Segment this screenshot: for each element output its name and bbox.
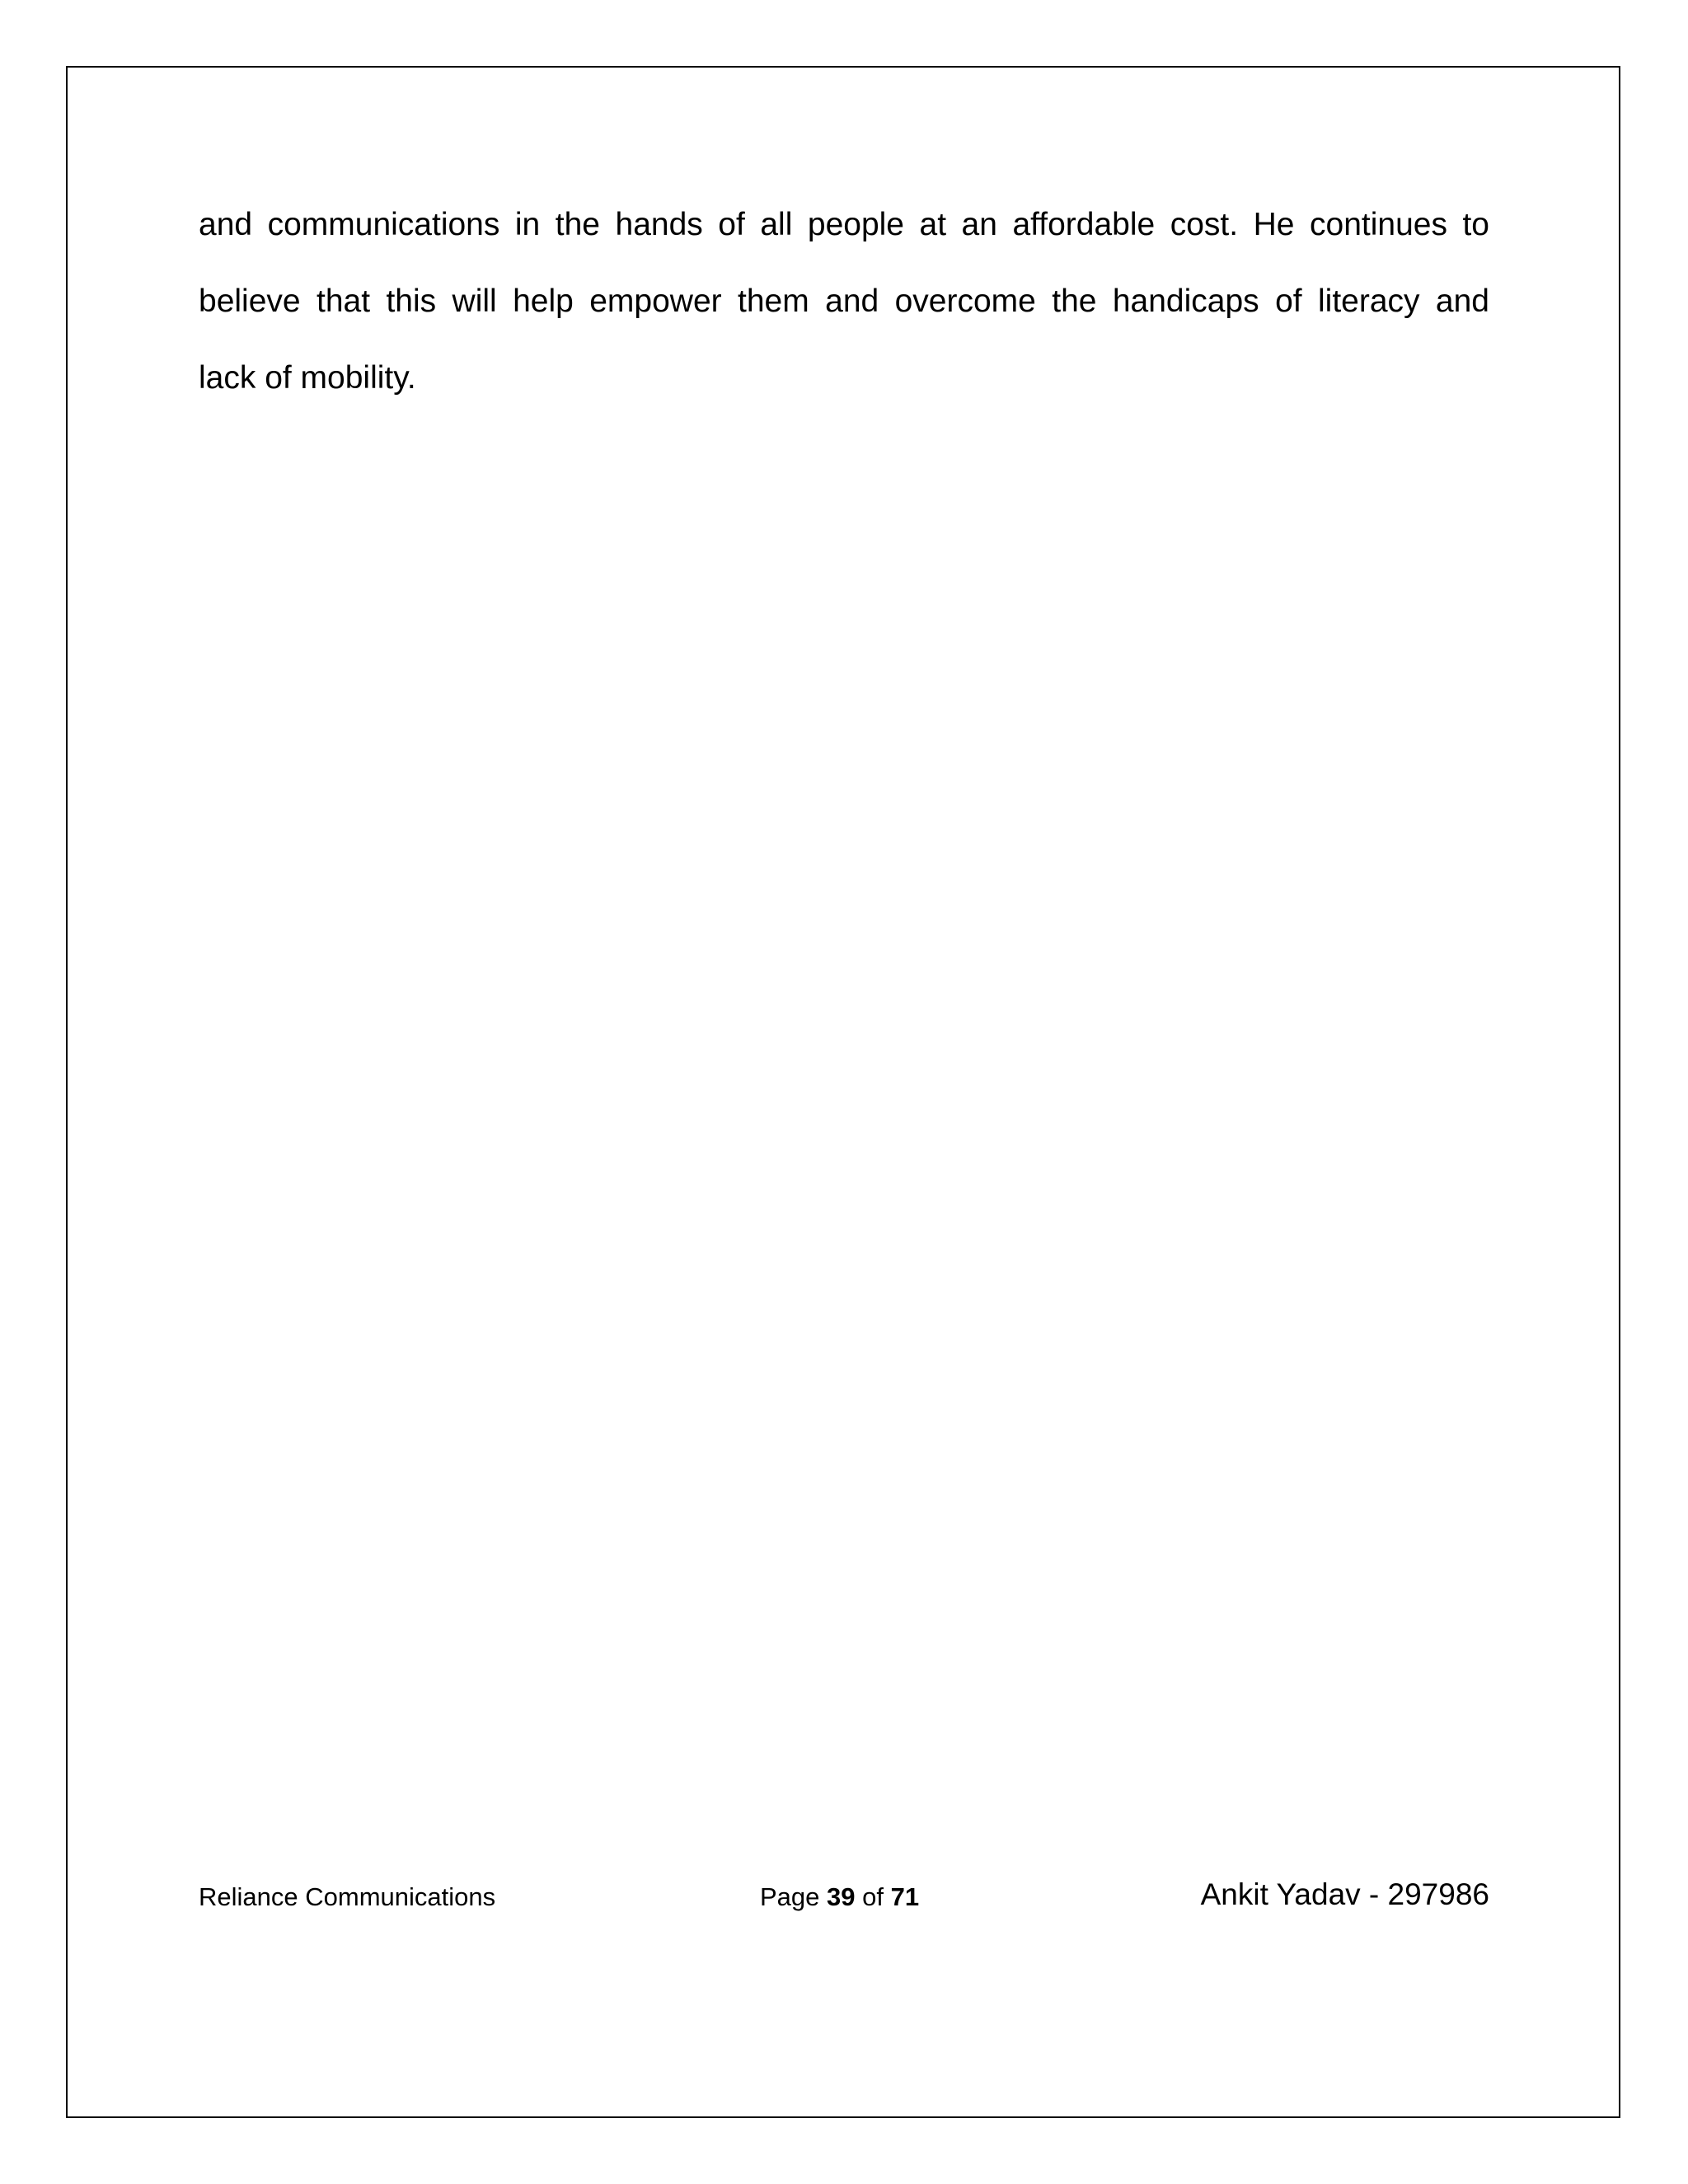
page-footer <box>199 1877 1489 1919</box>
page-current: 39 <box>827 1882 856 1911</box>
body-paragraph <box>199 186 1489 416</box>
page-of: of <box>862 1882 884 1911</box>
footer-author: Ankit Yadav - 297986 <box>1200 1877 1489 1911</box>
footer-company: Reliance Communications <box>199 1882 496 1911</box>
body-line: believe that this will help empower them and overcome the handicaps of literacy and <box>199 284 1489 319</box>
footer-page-number <box>760 1882 919 1912</box>
page-prefix: Page <box>760 1882 820 1911</box>
body-line: and communications in the hands of all people at an affordable cost. He continues to <box>199 207 1489 242</box>
page-total: 71 <box>890 1882 920 1911</box>
body-line: lack of mobility. <box>199 360 416 396</box>
